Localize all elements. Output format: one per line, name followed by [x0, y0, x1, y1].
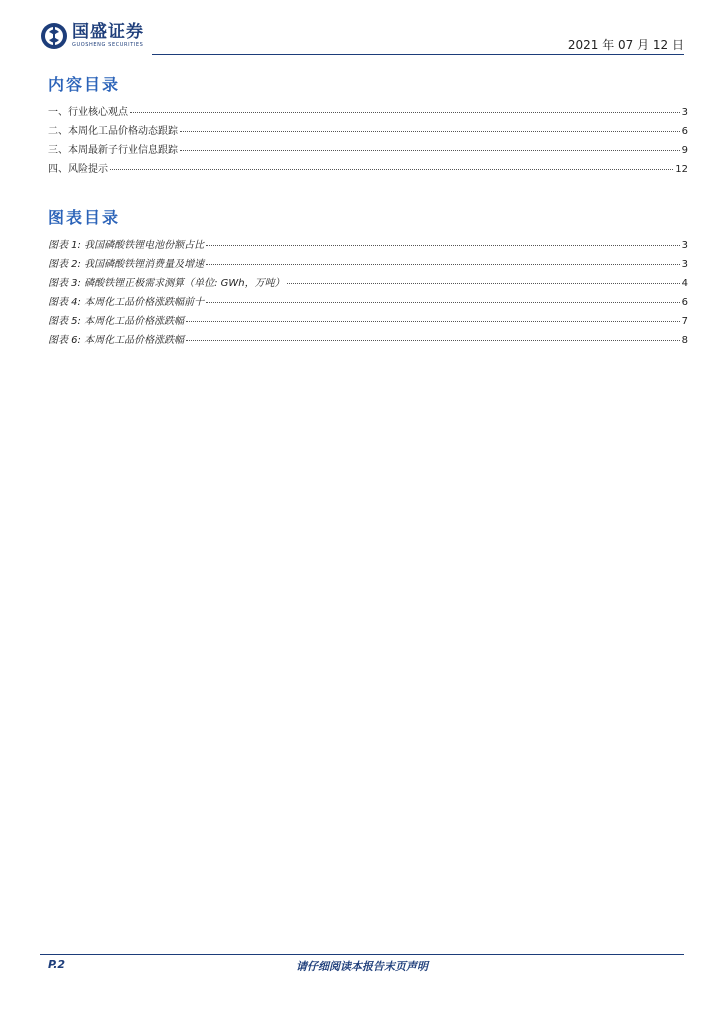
- dot-leader: [180, 131, 680, 132]
- report-date: 2021 年 07 月 12 日: [567, 38, 684, 52]
- figure-toc-label: 图表 3: 磷酸铁锂正极需求测算（单位: GWh，万吨）: [48, 278, 285, 289]
- dot-leader: [206, 302, 680, 303]
- figure-toc-row[interactable]: [48, 236, 688, 255]
- footer-disclaimer: 请仔细阅读本报告末页声明: [296, 960, 428, 973]
- header-divider: [152, 54, 684, 55]
- toc-label: 四、风险提示: [48, 164, 108, 175]
- page-header: [40, 20, 684, 56]
- figure-page-number: 8: [681, 335, 688, 346]
- toc-page-number: 6: [681, 126, 688, 137]
- figure-toc-row[interactable]: [48, 331, 688, 350]
- toc-row[interactable]: [48, 160, 688, 179]
- toc-row[interactable]: [48, 103, 688, 122]
- figures-title: 图表目录: [48, 208, 121, 227]
- toc-row[interactable]: [48, 122, 688, 141]
- toc-page-number: 3: [681, 107, 688, 118]
- logo-english-name: GUOSHENG SECURITIES: [72, 42, 144, 48]
- figures-list: [48, 236, 688, 350]
- figure-page-number: 7: [681, 316, 688, 327]
- toc-label: 三、本周最新子行业信息跟踪: [48, 145, 178, 156]
- toc-page-number: 9: [681, 145, 688, 156]
- figure-page-number: 4: [681, 278, 688, 289]
- dot-leader: [180, 150, 680, 151]
- dot-leader: [287, 283, 680, 284]
- logo-chinese-name: 国盛证券: [72, 22, 144, 42]
- contents-list: [48, 103, 688, 179]
- figure-toc-label: 图表 6: 本周化工品价格涨跌幅: [48, 335, 185, 346]
- dot-leader: [206, 264, 680, 265]
- figure-toc-row[interactable]: [48, 312, 688, 331]
- figure-toc-label: 图表 2: 我国磷酸铁锂消费量及增速: [48, 259, 205, 270]
- page-number: P.2: [48, 958, 66, 971]
- figure-toc-row[interactable]: [48, 293, 688, 312]
- figure-page-number: 3: [681, 240, 688, 251]
- toc-label: 二、本周化工品价格动态跟踪: [48, 126, 178, 137]
- dot-leader: [110, 169, 673, 170]
- toc-label: 一、行业核心观点: [48, 107, 128, 118]
- dot-leader: [206, 245, 680, 246]
- figure-page-number: 6: [681, 297, 688, 308]
- dot-leader: [130, 112, 680, 113]
- dot-leader: [186, 321, 680, 322]
- toc-page-number: 12: [675, 164, 688, 175]
- contents-title: 内容目录: [48, 75, 121, 94]
- figure-page-number: 3: [681, 259, 688, 270]
- figure-toc-row[interactable]: [48, 274, 688, 293]
- figure-toc-row[interactable]: [48, 255, 688, 274]
- toc-row[interactable]: [48, 141, 688, 160]
- guosheng-logo-icon: [40, 22, 68, 50]
- figure-toc-label: 图表 4: 本周化工品价格涨跌幅前十: [48, 297, 205, 308]
- footer-divider: [40, 954, 684, 955]
- figure-toc-label: 图表 1: 我国磷酸铁锂电池份额占比: [48, 240, 205, 251]
- company-logo: [40, 22, 144, 56]
- figure-toc-label: 图表 5: 本周化工品价格涨跌幅: [48, 316, 185, 327]
- dot-leader: [186, 340, 680, 341]
